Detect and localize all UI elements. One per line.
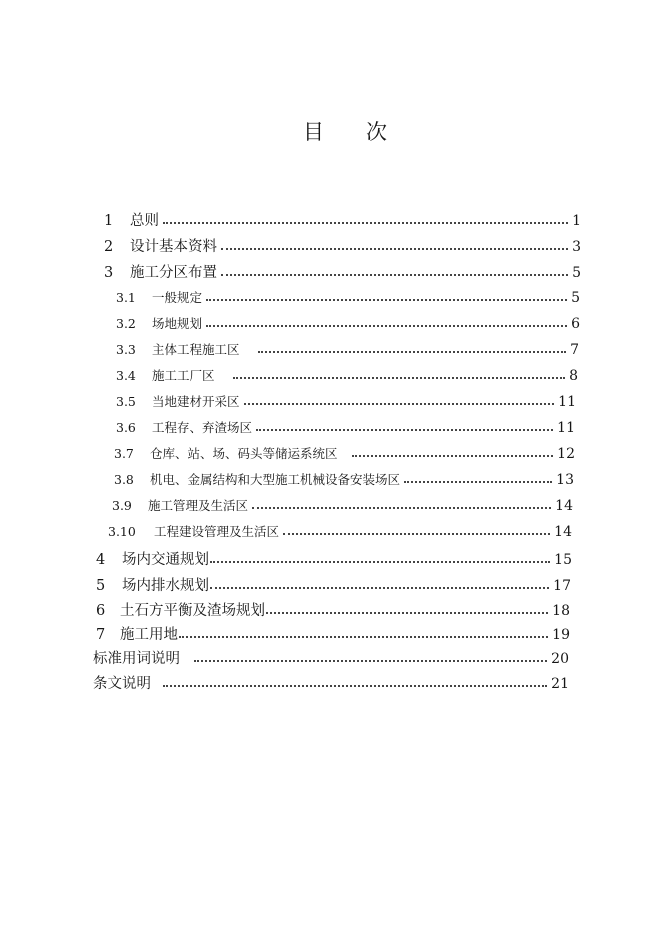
toc-entry-number: 7	[96, 627, 106, 643]
toc-entry[interactable]	[93, 647, 569, 668]
toc-entry[interactable]	[116, 340, 579, 358]
toc-entry-label: 仓库、站、场、码头等储运系统区	[150, 446, 338, 461]
toc-entry[interactable]	[114, 444, 575, 462]
toc-entry-label: 设计基本资料	[130, 239, 217, 255]
toc-leader-dots	[352, 455, 554, 457]
toc-entry-label: 场内交通规划	[122, 552, 209, 568]
toc-entry-number: 3.6	[116, 420, 136, 435]
toc-entry-page: 19	[552, 627, 570, 643]
toc-entry-label: 主体工程施工区	[152, 342, 240, 357]
toc-leader-dots	[404, 481, 552, 483]
toc-leader-dots	[233, 377, 566, 379]
toc-entry-label: 工程建设管理及生活区	[154, 524, 280, 539]
toc-entry-number: 3.1	[116, 290, 136, 305]
toc-entry-number: 2	[104, 239, 114, 255]
toc-entry[interactable]	[116, 314, 580, 332]
toc-entry-label: 机电、金属结构和大型施工机械设备安装场区	[150, 472, 401, 487]
toc-entry-label: 场内排水规划	[122, 578, 209, 594]
toc-entry-label: 标准用词说明	[93, 651, 180, 667]
toc-entry-page: 15	[554, 552, 572, 568]
toc-leader-dots	[163, 222, 568, 224]
toc-entry-label: 条文说明	[93, 676, 151, 692]
toc-entry-label: 总则	[130, 213, 159, 229]
toc-entry-page: 11	[557, 420, 575, 436]
toc-entry-page: 6	[571, 316, 580, 332]
toc-entry-number: 4	[96, 552, 106, 568]
toc-entry-label: 施工管理及生活区	[148, 498, 249, 513]
toc-entry-number: 3.7	[114, 446, 134, 461]
toc-leader-dots	[244, 403, 555, 405]
toc-entry-label: 当地建材开采区	[152, 394, 240, 409]
toc-entry-number: 1	[104, 213, 114, 229]
toc-entry[interactable]	[93, 672, 569, 693]
toc-entry[interactable]	[112, 496, 573, 514]
toc-entry-page: 8	[569, 368, 578, 384]
toc-leader-dots	[221, 274, 568, 276]
toc-entry-page: 17	[553, 578, 571, 594]
toc-entry-number: 3.5	[116, 394, 136, 409]
toc-entry-number: 3.4	[116, 368, 136, 383]
toc-entry[interactable]	[96, 574, 571, 595]
toc-leader-dots	[266, 612, 548, 614]
title-char-2: 次	[366, 120, 387, 144]
toc-leader-dots	[210, 561, 550, 563]
toc-entry-page: 5	[572, 265, 581, 281]
toc-entry[interactable]	[104, 261, 581, 282]
title-char-1: 目	[303, 120, 324, 144]
toc-entry-label: 一般规定	[152, 290, 203, 305]
toc-entry-number: 3.8	[114, 472, 134, 487]
toc-entry[interactable]	[116, 418, 575, 436]
toc-entry-number: 6	[96, 603, 106, 619]
toc-entry[interactable]	[104, 235, 581, 256]
toc-leader-dots	[210, 587, 549, 589]
toc-entry-page: 18	[552, 603, 570, 619]
toc-entry-page: 12	[557, 446, 575, 462]
toc-entry-page: 5	[571, 290, 580, 306]
toc-entry-page: 21	[551, 676, 569, 692]
toc-entry[interactable]	[96, 599, 570, 620]
toc-leader-dots	[252, 507, 551, 509]
toc-leader-dots	[179, 636, 548, 638]
toc-entry-page: 7	[570, 342, 579, 358]
toc-entry[interactable]	[104, 209, 581, 230]
toc-entry-number: 3.9	[112, 498, 132, 513]
toc-entry[interactable]	[114, 470, 574, 488]
toc-entry-label: 工程存、弃渣场区	[152, 420, 253, 435]
toc-leader-dots	[256, 429, 553, 431]
toc-leader-dots	[258, 351, 567, 353]
toc-entry[interactable]	[116, 366, 578, 384]
toc-entry-label: 场地规划	[152, 316, 203, 331]
toc-leader-dots	[206, 299, 567, 301]
toc-entry-label: 土石方平衡及渣场规划	[120, 603, 265, 619]
toc-entry[interactable]	[96, 548, 572, 569]
toc-entry[interactable]	[116, 288, 580, 306]
toc-entry-label: 施工用地	[120, 627, 178, 643]
toc-entry-page: 3	[572, 239, 581, 255]
toc-leader-dots	[194, 660, 547, 662]
toc-leader-dots	[283, 533, 550, 535]
toc-entry-label: 施工分区布置	[130, 265, 217, 281]
toc-leader-dots	[206, 325, 567, 327]
toc-entry-page: 20	[551, 651, 569, 667]
toc-entry-page: 1	[572, 213, 581, 229]
toc-entry-number: 3.10	[108, 524, 136, 539]
toc-entry-number: 5	[96, 578, 106, 594]
toc-entry-page: 11	[558, 394, 576, 410]
toc-leader-dots	[163, 685, 547, 687]
toc-entry-page: 14	[554, 524, 572, 540]
toc-entry[interactable]	[108, 522, 572, 540]
toc-entry[interactable]	[96, 623, 570, 644]
toc-entry-number: 3.3	[116, 342, 136, 357]
toc-entry-label: 施工工厂区	[152, 368, 215, 383]
toc-entry-page: 14	[555, 498, 573, 514]
toc-entry-page: 13	[556, 472, 574, 488]
toc-entry[interactable]	[116, 392, 576, 410]
toc-entry-number: 3.2	[116, 316, 136, 331]
toc-entry-number: 3	[104, 265, 114, 281]
toc-leader-dots	[221, 248, 568, 250]
